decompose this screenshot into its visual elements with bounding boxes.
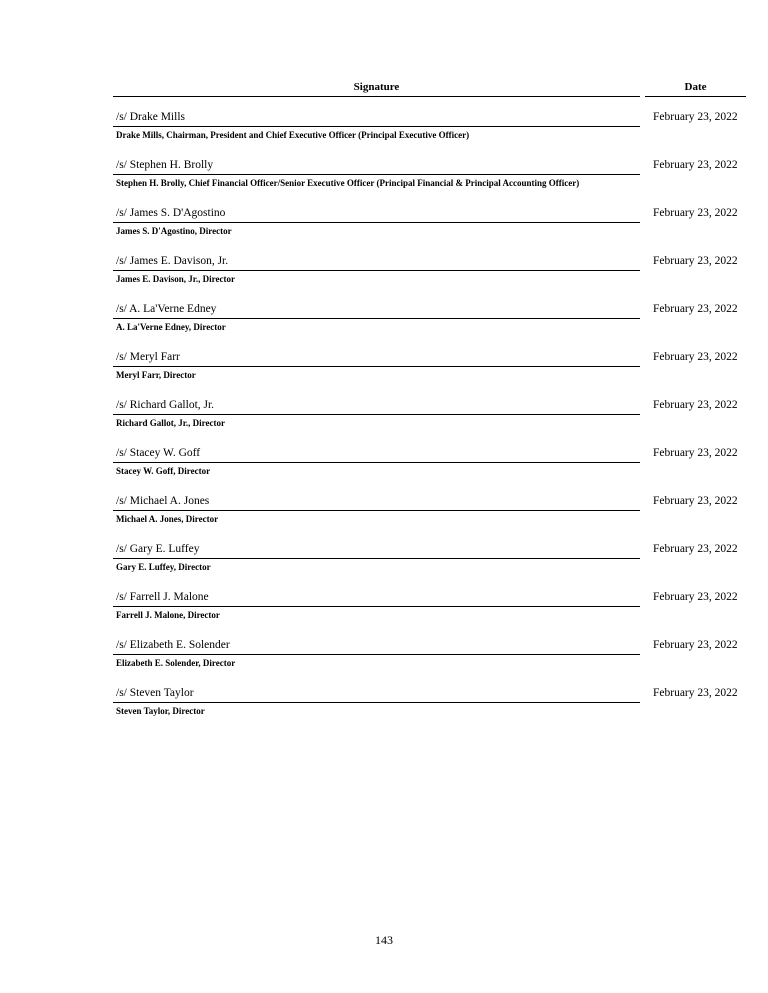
signature-row xyxy=(113,637,746,677)
signer-name-title: Steven Taylor, Director xyxy=(116,706,205,716)
signature-date: February 23, 2022 xyxy=(653,687,738,699)
signer-name-title: Meryl Farr, Director xyxy=(116,370,196,380)
signature-line xyxy=(113,445,640,463)
signature-date: February 23, 2022 xyxy=(653,447,738,459)
signature-row xyxy=(113,349,746,389)
signature-text: /s/ Gary E. Luffey xyxy=(116,543,200,555)
signature-text: /s/ James E. Davison, Jr. xyxy=(116,255,229,267)
signature-row xyxy=(113,205,746,245)
signer-name-title: Elizabeth E. Solender, Director xyxy=(116,658,236,668)
signature-text: /s/ A. La'Verne Edney xyxy=(116,303,217,315)
signature-line xyxy=(113,637,640,655)
signature-line xyxy=(113,541,640,559)
signature-row xyxy=(113,109,746,149)
signature-line xyxy=(113,685,640,703)
signature-date: February 23, 2022 xyxy=(653,399,738,411)
signature-text: /s/ Richard Gallot, Jr. xyxy=(116,399,215,411)
date-column-header: Date xyxy=(645,79,746,97)
signature-date: February 23, 2022 xyxy=(653,255,738,267)
signature-row xyxy=(113,301,746,341)
signature-date: February 23, 2022 xyxy=(653,207,738,219)
signature-row xyxy=(113,445,746,485)
signer-name-title: Stephen H. Brolly, Chief Financial Officer/Senior Executive Officer (Principal Financial & Principal Accounting Officer) xyxy=(116,178,580,188)
signature-text: /s/ Meryl Farr xyxy=(116,351,180,363)
signature-text: /s/ James S. D'Agostino xyxy=(116,207,226,219)
signature-line xyxy=(113,397,640,415)
signer-name-title: Richard Gallot, Jr., Director xyxy=(116,418,225,428)
signature-text: /s/ Stacey W. Goff xyxy=(116,447,201,459)
signer-name-title: Drake Mills, Chairman, President and Chief Executive Officer (Principal Executive Officer) xyxy=(116,130,470,140)
signature-date: February 23, 2022 xyxy=(653,159,738,171)
signature-line xyxy=(113,301,640,319)
signature-date: February 23, 2022 xyxy=(653,495,738,507)
signature-line xyxy=(113,253,640,271)
signature-row xyxy=(113,541,746,581)
signature-line xyxy=(113,109,640,127)
signature-row xyxy=(113,157,746,197)
signature-date: February 23, 2022 xyxy=(653,591,738,603)
signature-line xyxy=(113,589,640,607)
signature-line xyxy=(113,349,640,367)
signature-row xyxy=(113,253,746,293)
signature-text: /s/ Stephen H. Brolly xyxy=(116,159,214,171)
signature-text: /s/ Steven Taylor xyxy=(116,687,194,699)
signature-text: /s/ Farrell J. Malone xyxy=(116,591,209,603)
page-number: 143 xyxy=(375,933,393,947)
signature-date: February 23, 2022 xyxy=(653,351,738,363)
signer-name-title: Gary E. Luffey, Director xyxy=(116,562,211,572)
signer-name-title: A. La'Verne Edney, Director xyxy=(116,322,226,332)
signature-row xyxy=(113,685,746,725)
signer-name-title: James E. Davison, Jr., Director xyxy=(116,274,235,284)
signer-name-title: James S. D'Agostino, Director xyxy=(116,226,232,236)
signature-line xyxy=(113,205,640,223)
signature-text: /s/ Elizabeth E. Solender xyxy=(116,639,230,651)
signature-date: February 23, 2022 xyxy=(653,111,738,123)
signature-date: February 23, 2022 xyxy=(653,543,738,555)
signer-name-title: Stacey W. Goff, Director xyxy=(116,466,211,476)
signature-row xyxy=(113,493,746,533)
signature-column-header: Signature xyxy=(113,79,640,97)
signature-row xyxy=(113,397,746,437)
signature-text: /s/ Drake Mills xyxy=(116,111,185,123)
signature-date: February 23, 2022 xyxy=(653,639,738,651)
signature-line xyxy=(113,157,640,175)
signer-name-title: Michael A. Jones, Director xyxy=(116,514,219,524)
signature-line xyxy=(113,493,640,511)
signature-text: /s/ Michael A. Jones xyxy=(116,495,210,507)
signature-row xyxy=(113,589,746,629)
signature-date: February 23, 2022 xyxy=(653,303,738,315)
signer-name-title: Farrell J. Malone, Director xyxy=(116,610,220,620)
